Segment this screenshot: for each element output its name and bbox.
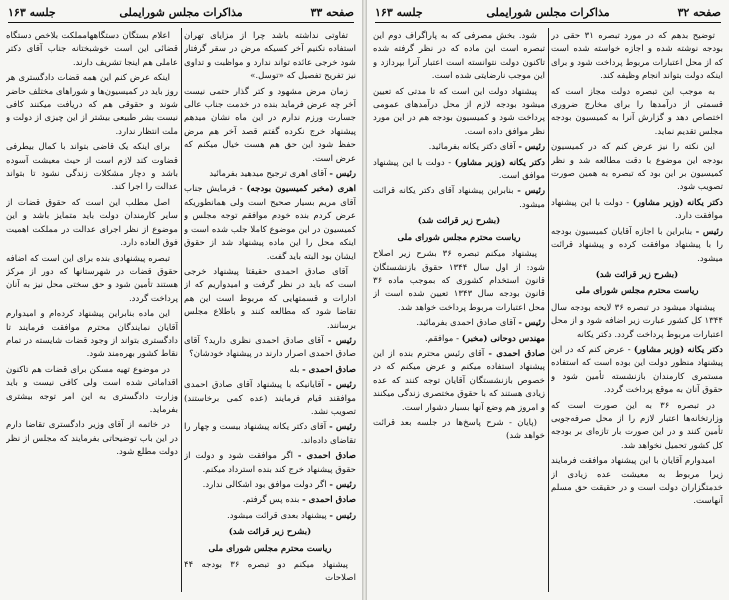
body-paragraph: تفاوتی نداشته باشد چرا از مزایای تهران استفاده نکنیم آخر کسیکه مرض در سقر گرفتار شود خرجی عائده تواند ندارد و مواظبت و تداوی نیز تفریح تفصیل که «توسل.» [184,31,356,82]
section-caption: ریاست محترم مجلس شورای ملی [575,286,699,297]
body-paragraph: در تبصره ۳۶ به این صورت است که وزارتخانه‌ها اعتبار لازم را از محل صرفه‌جویی تأمین کنند و در این صورت بار تازه‌ای بر بودجه کل کشور تحمیل نخواهد شد. [551,400,723,451]
body-paragraph: شود. بخش مصرفی که به پاراگراف دوم این تبصره است این ماده که در نظر گرفته شده تاکنون دولت نتوانسته است اعتبار آنرا بپردازد و این موجب نارضایتی شده است. [373,31,545,82]
speaker-name: رئیس - [329,480,356,490]
left-page [0,0,362,600]
header-rule [8,22,354,23]
speech-text: پیشنهاد بعدی قرائت میشود. [227,510,327,521]
speaker-paragraph [373,157,545,184]
running-title: مذاکرات مجلس شورایملی [486,6,610,19]
speaker-name: دکتر یکانه (وزیر مشاور) [454,157,545,168]
speaker-name: رئیس - [327,335,356,346]
speaker-name: صادق احمدی - [297,451,356,462]
speaker-name: رئیس - [518,318,545,329]
speaker-name: دکتر یکانه (وزیر مشاور) [632,197,723,208]
speaker-paragraph [551,197,723,224]
body-paragraph: آقای صادق احمدی حقیقتا پیشنهاد خرجی است که باید در نظر گرفت و امیدواریم که از ادارات و قسمتهایی که مربوط است این هم تقاضا شود که مطالعه کنند و باطلاع مجلس برسانند. [184,266,356,331]
speaker-paragraph [184,364,356,377]
body-paragraph: تبصره پیشنهادی بنده برای این است که اضافه حقوق قضات در شهرستانها که دور از مرکز هستند تأمین شود و حق سختی محل نیز به آنان پرداخت گردد. [6,253,178,304]
body-paragraph: زمان مرض مشهود و کتر گذار حتمی نیست آخر چه عرض فرماید بنده در خدمت جناب عالی جسارت ورزم ندارم در این ماه نشان میدهم پیشنهاد خرج نکرده گفتم قصد آخر هم مرض حفظ شود این حق هم هست خیال میکنم که عرض است. [184,86,356,164]
body-paragraph: این ماده بنابراین پیشنهاد کرده‌ام و امیدوارم آقایان نمایندگان محترم موافقت فرمایند تا دادگستری بتواند از وجود قضات شایسته در تمام نقاط کشور بهره‌مند شود. [6,309,178,360]
body-paragraph: اینکه عرض کنم این همه قضات دادگستری هر روز باید در کمیسیون‌ها و شوراهای مختلف حاضر شوند و حقوقی هم که دریافت میکنند کافی نیست بشر طبیعی بیشتر از این چیزی از دولت و ملت انتظار ندارد. [6,73,178,137]
speech-text: بنابراین با اجازه آقایان کمیسیون بودجه را با پیشنهاد موافقت کرده و پیشنهاد قرائت میشود. [551,226,723,264]
section-caption: (بشرح زیر قرائت شد) [595,269,679,280]
page-number: صفحه ۳۲ [677,6,721,19]
speech-text: بله [289,364,300,375]
speech-text: آقای دکتر یکانه بفرمائید. [428,142,516,153]
right-page [367,0,729,600]
column-divider [181,28,182,592]
body-paragraph: (پایان - شرح پاسخ‌ها در جلسه بعد قرائت خواهد شد) [373,417,545,442]
speaker-name: رئیس - [695,226,723,237]
speech-text: - دولت با این پیشنهاد موافقت دارد. [551,197,723,222]
speech-text: بنابراین پیشنهاد آقای دکتر یکانه قرائت میشود. [373,186,545,210]
speech-text: - دولت با این پیشنهاد موافق است. [373,157,545,182]
column-divider [548,28,549,592]
speaker-paragraph [184,450,356,477]
body-paragraph: پیشنهاد دولت این است که تا مدتی که تعیین میشود بودجه لازم از محل درآمدهای عمومی پرداخت شود و کمیسیون بودجه هم در این مورد نظر موافق داده است. [373,86,545,137]
speech-text: آقای اهری ترجیح میدهید بفرمائید [209,169,327,180]
text-column [551,30,723,594]
speaker-paragraph [184,494,356,507]
body-paragraph: برای اینکه یک قاضی بتواند با کمال بیطرفی قضاوت کند لازم است از حیث معیشت آسوده باشد و دچار مشکلات زندگی نشود تا بتواند عدالت را اجرا کند. [6,142,178,193]
section-caption: (بشرح زیر قرائت شد) [228,527,312,538]
text-column [6,30,178,594]
section-caption: ریاست محترم مجلس شورای ملی [397,232,521,243]
body-paragraph: اعلام بستگان دستگاههامملکت بلاخص دستگاه قضائی این است خوشبختانه جناب آقای دکتر عاملی هم اینجا تشریف دارند. [6,31,178,68]
speaker-name: صادق احمدی - [302,364,356,375]
speaker-paragraph [551,226,723,266]
body-paragraph: به موجب این تبصره دولت مجاز است که قسمتی از درآمدها را برای مخارج ضروری اختصاص دهد و گزارش آنرا به کمیسیون بودجه مجلس تقدیم نماید. [551,86,723,137]
speaker-paragraph [551,344,723,398]
speech-text: - فرمایش جناب آقای مریم بسیار صحیح است ولی همانطوریکه عرض کردم بنده خودم موافقم توجه مجلس و کمیسیون در این موضوع کاملا جلب شده است و اینکه محل را این ماده پیشنهاد شد از حقوق ایشان بود البته باید گفت. [184,184,356,262]
speaker-paragraph [184,335,356,362]
speech-text: اگر موافقت شود و دولت از حقوق پیشنهاد خرج کند بنده استرداد میکنم. [184,451,356,475]
speaker-paragraph [373,185,545,212]
speech-text: آقای رئیس محترم بنده از این پیشنهاد استفاده میکنم و عرض میکنم که در خصوص بازنشستگان آقایان توجه کنند که عده زیادی هستند که با حقوق مختصری زندگی میکنند و امروز هم وضع آنها بسیار دشوار است. [373,348,545,413]
session-number: جلسه ۱۶۳ [8,6,56,19]
page-header [375,4,721,24]
text-column [373,30,545,594]
speech-text: آقای دکتر یکانه پیشنهاد بیست و چهار را تقاضای داده‌اند. [184,422,356,446]
body-paragraph: امیدوارم آقایان با این پیشنهاد موافقت فرمایند زیرا مربوط به معیشت عده زیادی از خدمتگزاران دولت است و در حقیقت حق مسلم آنهاست. [551,456,723,507]
speaker-name: رئیس - [327,380,356,391]
body-paragraph: اصل مطلب این است که حقوق قضات از سایر کارمندان دولت باید متمایز باشد و این موضوع از نظر اجرای عدالت در مملکت اهمیت فوق العاده دارد. [6,197,178,249]
body-paragraph: پیشنهاد میکنم دو تبصره ۳۶ بودجه ۴۴ اصلاحات [184,560,356,584]
speaker-name: دکتر یکانه (وزیر مشاور) [633,344,723,355]
speaker-name: صادق احمدی - [488,348,545,359]
speech-text: آقای صادق احمدی بفرمائید. [416,318,516,329]
body-paragraph: این نکته را نیز عرض کنم که در کمیسیون بودجه این موضوع با دقت مطالعه شد و نظر کمیسیون بر این بود که تبصره به همین صورت تصویب شود. [551,142,723,193]
header-rule [375,22,721,23]
speaker-paragraph [184,510,356,523]
speaker-paragraph [184,479,356,492]
body-paragraph: پیشنهاد میکنم تبصره ۳۶ بشرح زیر اصلاح شود: از اول سال ۱۳۴۴ حقوق بازنشستگان قانون استخدام کشوری که بموجب ماده ۳۶ قانون بودجه سال ۱۳۴۳ تعیین شده است از محل اعتبارات مربوط پرداخت خواهد شد. [373,249,545,313]
speaker-name: رئیس - [329,422,356,433]
text-column [184,30,356,594]
speaker-paragraph [184,183,356,263]
speaker-name: اهری (مخبر کمیسیون بودجه) [246,184,356,195]
section-caption: ریاست محترم مجلس شورای ملی [208,543,332,554]
speaker-paragraph [373,333,545,346]
section-caption: (بشرح زیر قرائت شد) [417,216,501,227]
speech-text: آقای صادق احمدی نظری دارید؟ آقای صادق احمدی اصرار دارند در پیشنهاد خودشان؟ [184,335,356,360]
speaker-name: رئیس - [517,186,545,197]
body-paragraph: پیشنهاد میشود در تبصره ۳۶ لایحه بودجه سال ۱۳۴۴ کل کشور عبارت زیر اضافه شود و از محل اعتبارات مربوط پرداخت گردد. دکتر یکانه [551,302,723,340]
running-title: مذاکرات مجلس شورایملی [119,6,243,19]
speech-text: بنده پس گرفتم. [242,495,300,506]
speaker-name: رئیس - [518,142,545,153]
speaker-paragraph [184,168,356,181]
speaker-paragraph [373,141,545,154]
session-number: جلسه ۱۶۳ [375,6,423,19]
speaker-paragraph [373,317,545,330]
speech-text: - عرض کنم که در این پیشنهاد منظور دولت این بوده است که استفاده مستمری کارمندان بازنشسته تأمین شود و حقوق آنان به موقع پرداخت گردد. [551,344,723,396]
speaker-name: صادق احمدی - [302,495,356,506]
speaker-paragraph [373,348,545,415]
body-paragraph: در خاتمه از آقای وزیر دادگستری تقاضا دارم در این باب توضیحاتی بفرمایند که مجلس از نظر دولت مطلع شود. [6,420,178,458]
speaker-paragraph [184,379,356,419]
speaker-paragraph [184,421,356,448]
body-paragraph: در موضوع تهیه مسکن برای قضات هم تاکنون اقداماتی شده است ولی کافی نیست و باید وزارت دادگستری به این امر توجه بیشتری بفرماید. [6,364,178,415]
speech-text: اگر دولت موافق بود اشکالی ندارد. [202,480,327,490]
speaker-name: رئیس - [329,510,356,521]
page-header [8,4,354,24]
speaker-name: رئیس - [329,169,356,180]
page-number: صفحه ۳۳ [310,6,354,19]
body-paragraph: توضیح بدهم که در مورد تبصره ۳۱ حقی در بودجه نوشته شده و اجازه خواسته شده است که از محل اعتبارات مربوط پرداخت شود و برای اینکه دولت بتواند انجام وظیفه کند. [551,31,723,82]
speech-text: آقایانیکه با پیشنهاد آقای صادق احمدی موافقند قیام فرمایند (عده کمی برخاستند) تصویب نشد. [184,380,356,417]
speech-text: - موافقم. [425,333,460,344]
speaker-name: مهندس دوحانی (مخبر) [461,333,545,344]
